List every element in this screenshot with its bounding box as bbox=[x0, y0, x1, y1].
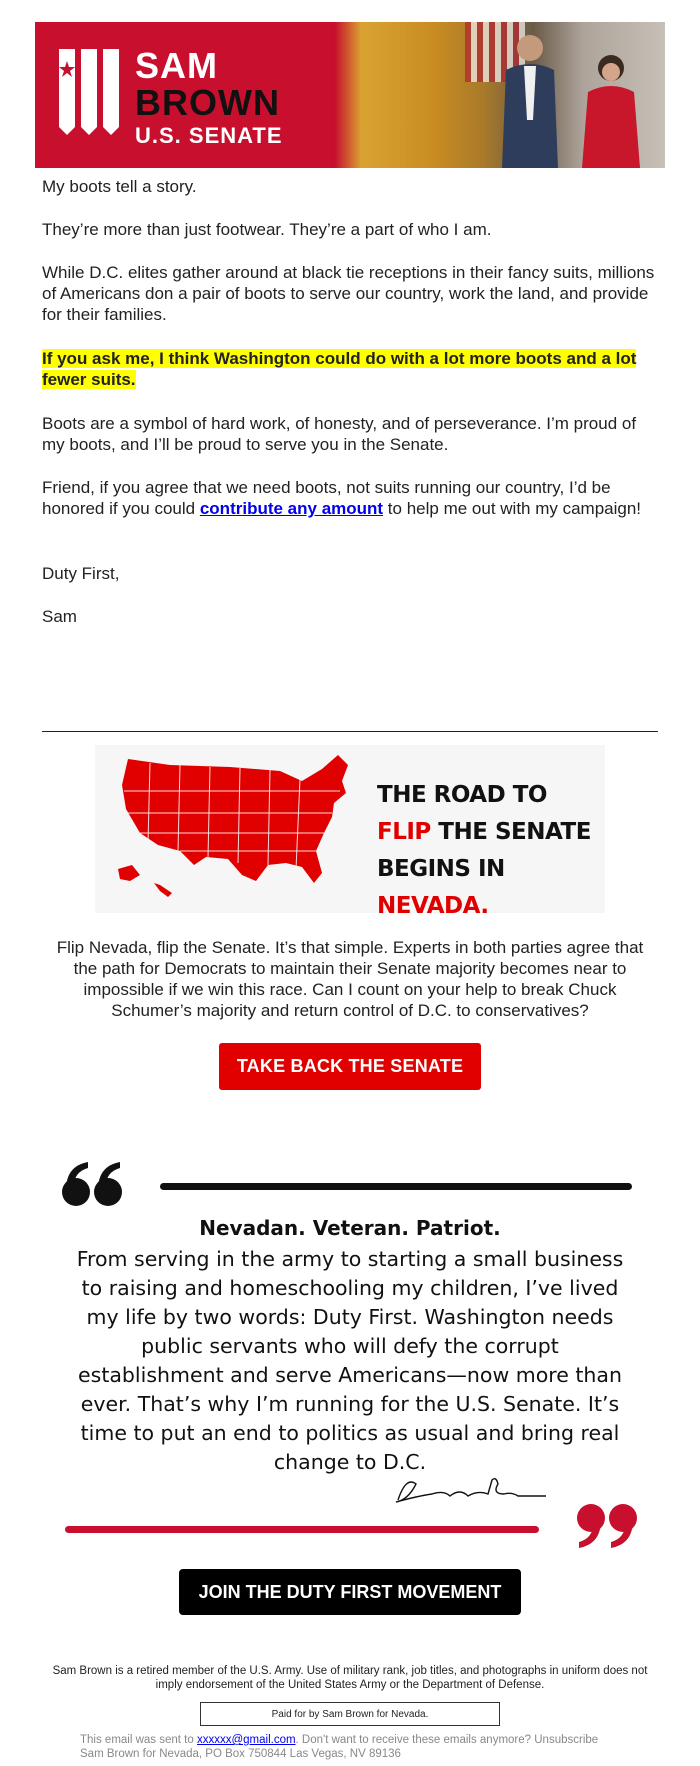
email-footer bbox=[80, 1733, 660, 1761]
footer-sent-line bbox=[80, 1733, 660, 1747]
join-movement-button[interactable]: JOIN THE DUTY FIRST MOVEMENT bbox=[179, 1569, 521, 1615]
flip-word: FLIP bbox=[377, 819, 431, 845]
candidate-figure bbox=[500, 30, 560, 168]
campaign-name bbox=[135, 45, 283, 148]
highlighted-paragraph bbox=[42, 348, 662, 390]
donation-text-after: to help me out with my campaign! bbox=[383, 499, 642, 518]
road-to-flip-graphic bbox=[95, 745, 605, 919]
candidate-photo bbox=[335, 22, 665, 168]
spouse-figure bbox=[580, 50, 642, 168]
military-disclaimer: Sam Brown is a retired member of the U.S. Army. Use of military rank, job titles, and photographs in uniform does not imply endorsement of the United States Army or the Department of Defense. bbox=[52, 1665, 648, 1691]
letter-paragraph: While D.C. elites gather around at black tie receptions in their fancy suits, millions of Americans don a pair of boots to serve our country, work the land, and provide for their families. bbox=[42, 263, 655, 324]
open-quote-icon bbox=[62, 1160, 124, 1208]
road-headline bbox=[377, 777, 605, 925]
section-divider bbox=[42, 731, 658, 732]
letter-paragraph: My boots tell a story. bbox=[42, 177, 197, 196]
road-line-3 bbox=[377, 851, 605, 925]
donation-text-before: Friend, if you agree that we need boots, not suits running our country, I’d be honored if you could bbox=[42, 478, 611, 518]
road-line-2-rest: THE SENATE bbox=[430, 819, 591, 845]
quote-rule-top bbox=[160, 1183, 632, 1190]
banner-first-name: SAM bbox=[135, 45, 218, 86]
paid-for-box: Paid for by Sam Brown for Nevada. bbox=[200, 1702, 500, 1726]
quote-title: Nevadan. Veteran. Patriot. bbox=[199, 1216, 501, 1240]
take-back-senate-button[interactable]: TAKE BACK THE SENATE bbox=[219, 1043, 481, 1090]
header-banner bbox=[35, 22, 665, 168]
close-quote-icon bbox=[575, 1502, 637, 1550]
road-line-1: THE ROAD TO bbox=[377, 782, 547, 808]
signoff-name: Sam bbox=[42, 607, 77, 626]
campaign-logo-icon bbox=[59, 49, 121, 135]
road-line-2 bbox=[377, 814, 605, 851]
banner-last-name: BROWN bbox=[135, 82, 280, 123]
us-map-icon bbox=[110, 751, 360, 909]
recipient-email-link[interactable]: xxxxxx@gmail.com bbox=[196, 1734, 296, 1746]
footer-sent-prefix: This email was sent to bbox=[80, 1734, 197, 1746]
signature-image bbox=[388, 1470, 548, 1510]
signoff: Duty First, bbox=[42, 564, 120, 583]
donation-paragraph bbox=[42, 477, 662, 519]
footer-address: Sam Brown for Nevada, PO Box 750844 Las Vegas, NV 89136 bbox=[80, 1748, 401, 1760]
letter-paragraph: Boots are a symbol of hard work, of honesty, and of perseverance. I’m proud of my boots, and I’ll be proud to serve you in the Senate. bbox=[42, 414, 637, 454]
contribute-link[interactable]: contribute any amount bbox=[199, 499, 384, 518]
nevada-word: NEVADA. bbox=[377, 893, 489, 919]
footer-unsubscribe-text[interactable]: . Don't want to receive these emails anymore? Unsubscribe bbox=[295, 1734, 599, 1746]
road-line-3-rest: BEGINS IN bbox=[377, 856, 505, 882]
highlight-text: If you ask me, I think Washington could do with a lot more boots and a lot fewer suits. bbox=[42, 349, 637, 389]
flip-nevada-paragraph: Flip Nevada, flip the Senate. It’s that simple. Experts in both parties agree that the path for Democrats to maintain their Senate majority becomes near to impossible if we win this race. Can I count on your help to break Chuck Schumer’s majority and return control of D.C. to conservatives? bbox=[56, 938, 644, 1020]
quote-body: From serving in the army to starting a small business to raising and homeschooling my children, I’ve lived my life by two words: Duty First. Washington needs public servants who will defy the corrupt establishment and serve Americans—now more than ever. That’s why I’m running for the U.S. Senate. It’s time to put an end to politics as usual and bring real change to D.C. bbox=[76, 1247, 624, 1474]
banner-office: U.S. SENATE bbox=[135, 123, 283, 148]
letter-paragraph: They’re more than just footwear. They’re a part of who I am. bbox=[42, 220, 492, 239]
quote-rule-bottom bbox=[65, 1526, 539, 1533]
